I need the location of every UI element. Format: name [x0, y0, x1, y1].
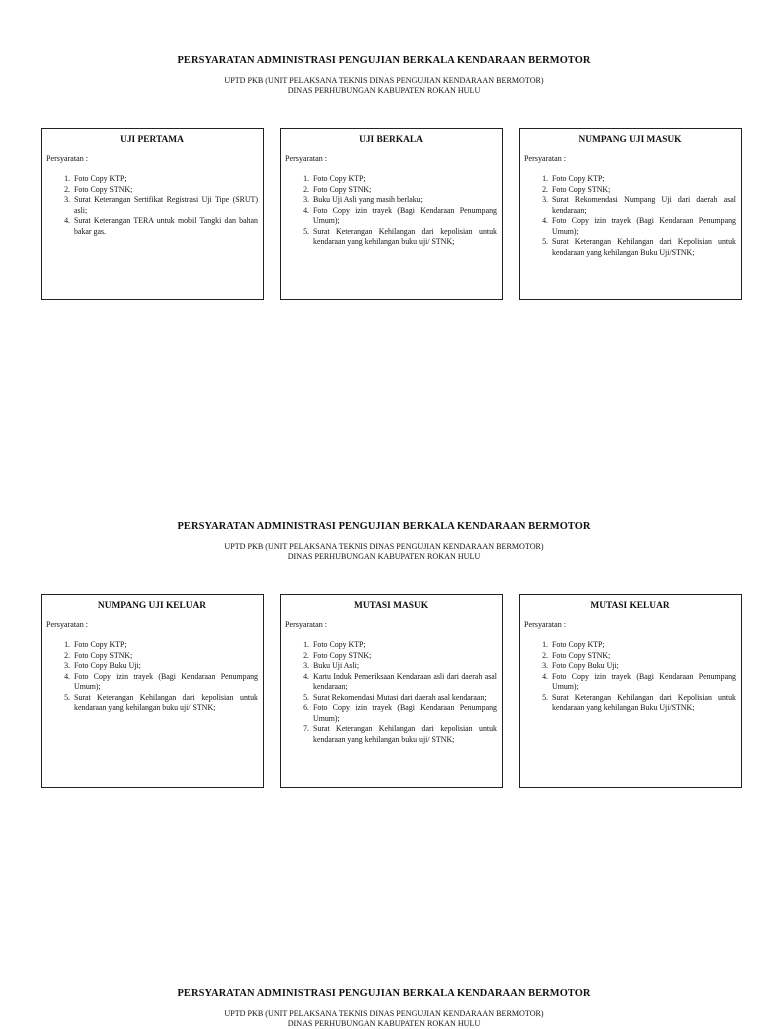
requirement-item: 3. Buku Uji Asli; — [311, 661, 497, 672]
requirement-item: 7. Surat Keterangan Kehilangan dari kepolisian untuk kendaraan yang kehilangan buku uji/ STNK; — [311, 724, 497, 745]
box-numpang-uji-keluar — [41, 594, 264, 788]
box-uji-pertama — [41, 128, 264, 300]
subtitle-line-2: DINAS PERHUBUNGAN KABUPATEN ROKAN HULU — [287, 551, 481, 561]
requirements-list — [285, 640, 497, 745]
requirement-item: 4. Foto Copy izin trayek (Bagi Kendaraan Penumpang Umum); — [550, 216, 736, 237]
requirement-item: 1. Foto Copy KTP; — [550, 174, 736, 185]
box-heading: UJI BERKALA — [359, 135, 423, 145]
box-mutasi-masuk — [280, 594, 503, 788]
section-subtitle — [0, 76, 768, 96]
section-subtitle — [0, 1009, 768, 1029]
requirements-label: Persyaratan : — [46, 620, 89, 629]
subtitle-line-2: DINAS PERHUBUNGAN KABUPATEN ROKAN HULU — [287, 1018, 481, 1028]
box-heading: MUTASI KELUAR — [590, 601, 670, 611]
requirement-item: 5. Surat Keterangan Kehilangan dari Kepolisian untuk kendaraan yang kehilangan Buku Uji/STNK; — [550, 693, 736, 714]
requirement-item: 4. Foto Copy izin trayek (Bagi Kendaraan Penumpang Umum); — [550, 672, 736, 693]
requirement-item: 5. Surat Keterangan Kehilangan dari kepolisian untuk kendaraan yang kehilangan buku uji/ STNK; — [72, 693, 258, 714]
requirement-item: 4. Foto Copy izin trayek (Bagi Kendaraan Penumpang Umum); — [72, 672, 258, 693]
requirement-item: 1. Foto Copy KTP; — [72, 174, 258, 185]
requirement-item: 2. Foto Copy STNK; — [550, 651, 736, 662]
requirement-item: 5. Surat Keterangan Kehilangan dari Kepolisian untuk kendaraan yang kehilangan Buku Uji/STNK; — [550, 237, 736, 258]
requirements-list — [285, 174, 497, 248]
requirements-list — [46, 640, 258, 714]
requirement-item: 3. Surat Rekomendasi Numpang Uji dari daerah asal kendaraan; — [550, 195, 736, 216]
box-heading: NUMPANG UJI KELUAR — [97, 601, 207, 611]
requirement-item: 2. Foto Copy STNK; — [311, 185, 497, 196]
requirement-item: 2. Foto Copy STNK; — [550, 185, 736, 196]
requirement-item: 2. Foto Copy STNK; — [311, 651, 497, 662]
section-title: PERSYARATAN ADMINISTRASI PENGUJIAN BERKALA KENDARAAN BERMOTOR — [177, 521, 591, 532]
requirement-item: 5. Surat Keterangan Kehilangan dari kepolisian untuk kendaraan yang kehilangan buku uji/ STNK; — [311, 227, 497, 248]
requirement-item: 6. Foto Copy izin trayek (Bagi Kendaraan Penumpang Umum); — [311, 703, 497, 724]
subtitle-line-1: UPTD PKB (UNIT PELAKSANA TEKNIS DINAS PENGUJIAN KENDARAAN BERMOTOR) — [224, 76, 544, 85]
requirement-item: 5. Surat Rekomendasi Mutasi dari daerah asal kendaraan; — [311, 693, 497, 704]
requirement-item: 3. Foto Copy Buku Uji; — [550, 661, 736, 672]
requirement-item: 3. Foto Copy Buku Uji; — [72, 661, 258, 672]
requirement-item: 1. Foto Copy KTP; — [72, 640, 258, 651]
requirement-item: 3. Buku Uji Asli yang masih berlaku; — [311, 195, 497, 206]
requirements-label: Persyaratan : — [524, 154, 567, 163]
requirement-item: 2. Foto Copy STNK; — [72, 185, 258, 196]
requirement-item: 4. Kartu Induk Pemeriksaan Kendaraan asli dari daerah asal kendaraan; — [311, 672, 497, 693]
subtitle-line-1: UPTD PKB (UNIT PELAKSANA TEKNIS DINAS PENGUJIAN KENDARAAN BERMOTOR) — [224, 542, 544, 551]
requirements-label: Persyaratan : — [285, 620, 328, 629]
requirements-list — [524, 174, 736, 258]
requirements-section-3 — [0, 987, 768, 1029]
requirement-item: 1. Foto Copy KTP; — [311, 174, 497, 185]
requirement-item: 3. Surat Keterangan Sertifikat Registrasi Uji Tipe (SRUT) asli; — [72, 195, 258, 216]
requirements-list — [524, 640, 736, 714]
requirements-label: Persyaratan : — [46, 154, 89, 163]
box-heading: UJI PERTAMA — [120, 135, 184, 145]
box-mutasi-keluar — [519, 594, 742, 788]
requirements-section-2 — [0, 520, 768, 744]
box-numpang-uji-masuk — [519, 128, 742, 300]
section-title: PERSYARATAN ADMINISTRASI PENGUJIAN BERKALA KENDARAAN BERMOTOR — [177, 55, 591, 66]
subtitle-line-2: DINAS PERHUBUNGAN KABUPATEN ROKAN HULU — [287, 85, 481, 95]
requirements-label: Persyaratan : — [524, 620, 567, 629]
box-uji-berkala — [280, 128, 503, 300]
box-heading: MUTASI MASUK — [353, 601, 429, 611]
requirements-section-1 — [0, 54, 768, 257]
subtitle-line-1: UPTD PKB (UNIT PELAKSANA TEKNIS DINAS PENGUJIAN KENDARAAN BERMOTOR) — [224, 1009, 544, 1018]
section-title: PERSYARATAN ADMINISTRASI PENGUJIAN BERKALA KENDARAAN BERMOTOR — [177, 988, 591, 999]
requirement-item: 4. Foto Copy izin trayek (Bagi Kendaraan Penumpang Umum); — [311, 206, 497, 227]
requirement-item: 1. Foto Copy KTP; — [311, 640, 497, 651]
requirement-item: 1. Foto Copy KTP; — [550, 640, 736, 651]
requirement-item: 4. Surat Keterangan TERA untuk mobil Tangki dan bahan bakar gas. — [72, 216, 258, 237]
section-subtitle — [0, 542, 768, 562]
requirement-item: 2. Foto Copy STNK; — [72, 651, 258, 662]
requirements-label: Persyaratan : — [285, 154, 328, 163]
requirements-list — [46, 174, 258, 237]
box-heading: NUMPANG UJI MASUK — [578, 135, 682, 145]
